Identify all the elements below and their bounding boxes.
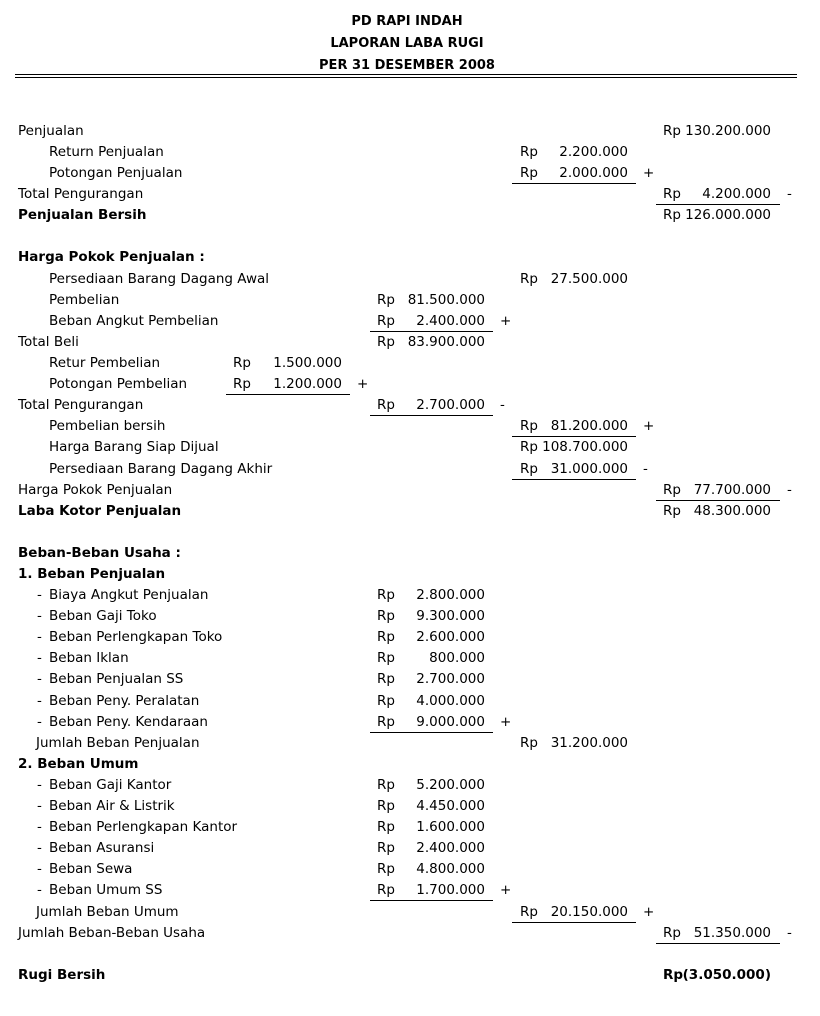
line-label: Jumlah Beban Umum bbox=[36, 904, 179, 920]
amount-col3: 31.000.000 bbox=[550, 461, 628, 477]
line-label: Biaya Angkut Penjualan bbox=[49, 587, 209, 603]
currency-label: Rp bbox=[663, 967, 684, 983]
line-label: Total Pengurangan bbox=[18, 186, 144, 202]
dash-marker: - bbox=[37, 587, 42, 603]
line-label: Beban Peny. Peralatan bbox=[49, 693, 200, 709]
operator-sign: - bbox=[643, 461, 648, 477]
amount-col2: 1.700.000 bbox=[416, 882, 485, 898]
amount-col2: 2.700.000 bbox=[416, 397, 485, 413]
amount-col4: (3.050.000) bbox=[682, 967, 771, 983]
currency-label: Rp bbox=[520, 439, 538, 455]
currency-label: Rp bbox=[663, 503, 681, 519]
currency-label: Rp bbox=[377, 693, 395, 709]
currency-label: Rp bbox=[233, 355, 251, 371]
currency-label: Rp bbox=[377, 292, 395, 308]
operator-sign: + bbox=[643, 418, 655, 434]
subtotal-underline bbox=[512, 436, 636, 437]
amount-col2: 2.400.000 bbox=[416, 840, 485, 856]
amount-col4: 77.700.000 bbox=[693, 482, 771, 498]
amount-col2: 800.000 bbox=[429, 650, 485, 666]
subtotal-underline bbox=[656, 943, 780, 944]
subtotal-underline bbox=[656, 204, 780, 205]
line-label: 2. Beban Umum bbox=[18, 756, 139, 772]
currency-label: Rp bbox=[663, 123, 681, 139]
currency-label: Rp bbox=[377, 798, 395, 814]
amount-col1: 1.200.000 bbox=[273, 376, 342, 392]
currency-label: Rp bbox=[520, 144, 538, 160]
currency-label: Rp bbox=[377, 334, 395, 350]
operator-sign: - bbox=[787, 925, 792, 941]
dash-marker: - bbox=[37, 693, 42, 709]
line-label: Total Beli bbox=[18, 334, 79, 350]
amount-col4: 48.300.000 bbox=[693, 503, 771, 519]
dash-marker: - bbox=[37, 882, 42, 898]
line-label: Penjualan Bersih bbox=[18, 207, 147, 223]
line-label: Beban Penjualan SS bbox=[49, 671, 184, 687]
dash-marker: - bbox=[37, 777, 42, 793]
line-label: Beban Umum SS bbox=[49, 882, 163, 898]
operator-sign: - bbox=[500, 397, 505, 413]
dash-marker: - bbox=[37, 608, 42, 624]
currency-label: Rp bbox=[377, 587, 395, 603]
subtotal-underline bbox=[370, 415, 493, 416]
header-rule-bottom bbox=[15, 77, 797, 78]
operator-sign: - bbox=[787, 186, 792, 202]
dash-marker: - bbox=[37, 650, 42, 666]
line-label: Total Pengurangan bbox=[18, 397, 144, 413]
dash-marker: - bbox=[37, 840, 42, 856]
currency-label: Rp bbox=[377, 819, 395, 835]
currency-label: Rp bbox=[520, 461, 538, 477]
operator-sign: + bbox=[500, 882, 512, 898]
line-label: Beban Peny. Kendaraan bbox=[49, 714, 208, 730]
dash-marker: - bbox=[37, 861, 42, 877]
line-label: Beban Iklan bbox=[49, 650, 129, 666]
operator-sign: + bbox=[357, 376, 369, 392]
line-label: Pembelian bersih bbox=[49, 418, 166, 434]
currency-label: Rp bbox=[663, 482, 681, 498]
line-label: Harga Barang Siap Dijual bbox=[49, 439, 219, 455]
line-label: Beban Gaji Toko bbox=[49, 608, 157, 624]
line-label: Retur Pembelian bbox=[49, 355, 161, 371]
amount-col4: 126.000.000 bbox=[685, 207, 771, 223]
line-label: Jumlah Beban Penjualan bbox=[36, 735, 200, 751]
currency-label: Rp bbox=[377, 671, 395, 687]
dash-marker: - bbox=[37, 671, 42, 687]
line-label: Beban Gaji Kantor bbox=[49, 777, 172, 793]
currency-label: Rp bbox=[520, 271, 538, 287]
amount-col3: 27.500.000 bbox=[550, 271, 628, 287]
line-label: Harga Pokok Penjualan bbox=[18, 482, 173, 498]
currency-label: Rp bbox=[233, 376, 251, 392]
amount-col2: 83.900.000 bbox=[407, 334, 485, 350]
line-label: Jumlah Beban-Beban Usaha bbox=[18, 925, 206, 941]
currency-label: Rp bbox=[520, 735, 538, 751]
amount-col2: 4.000.000 bbox=[416, 693, 485, 709]
line-label: Pembelian bbox=[49, 292, 120, 308]
report-period: PER 31 DESEMBER 2008 bbox=[319, 58, 495, 73]
line-label: Beban-Beban Usaha : bbox=[18, 545, 181, 561]
dash-marker: - bbox=[37, 714, 42, 730]
currency-label: Rp bbox=[377, 650, 395, 666]
line-label: Rugi Bersih bbox=[18, 967, 106, 983]
line-label: Beban Perlengkapan Toko bbox=[49, 629, 223, 645]
operator-sign: + bbox=[500, 313, 512, 329]
amount-col3: 31.200.000 bbox=[550, 735, 628, 751]
amount-col4: 4.200.000 bbox=[702, 186, 771, 202]
currency-label: Rp bbox=[377, 313, 395, 329]
currency-label: Rp bbox=[663, 186, 681, 202]
line-label: Potongan Penjualan bbox=[49, 165, 183, 181]
line-label: Beban Asuransi bbox=[49, 840, 155, 856]
currency-label: Rp bbox=[377, 882, 395, 898]
operator-sign: + bbox=[643, 904, 655, 920]
company-name: PD RAPI INDAH bbox=[351, 14, 463, 29]
line-label: Persediaan Barang Dagang Akhir bbox=[49, 461, 273, 477]
line-label: Beban Air & Listrik bbox=[49, 798, 175, 814]
line-label: 1. Beban Penjualan bbox=[18, 566, 166, 582]
currency-label: Rp bbox=[520, 165, 538, 181]
subtotal-underline bbox=[370, 331, 493, 332]
operator-sign: - bbox=[787, 482, 792, 498]
subtotal-underline bbox=[370, 900, 493, 901]
amount-col1: 1.500.000 bbox=[273, 355, 342, 371]
subtotal-underline bbox=[656, 500, 780, 501]
currency-label: Rp bbox=[377, 608, 395, 624]
currency-label: Rp bbox=[377, 861, 395, 877]
line-label: Beban Angkut Pembelian bbox=[49, 313, 219, 329]
amount-col2: 9.000.000 bbox=[416, 714, 485, 730]
currency-label: Rp bbox=[377, 777, 395, 793]
amount-col2: 4.800.000 bbox=[416, 861, 485, 877]
line-label: Beban Sewa bbox=[49, 861, 133, 877]
report-title: LAPORAN LABA RUGI bbox=[330, 36, 484, 51]
line-label: Beban Perlengkapan Kantor bbox=[49, 819, 238, 835]
amount-col3: 108.700.000 bbox=[542, 439, 628, 455]
amount-col3: 2.200.000 bbox=[559, 144, 628, 160]
amount-col3: 81.200.000 bbox=[550, 418, 628, 434]
subtotal-underline bbox=[512, 479, 636, 480]
amount-col3: 20.150.000 bbox=[550, 904, 628, 920]
line-label: Harga Pokok Penjualan : bbox=[18, 249, 205, 265]
currency-label: Rp bbox=[377, 397, 395, 413]
amount-col2: 9.300.000 bbox=[416, 608, 485, 624]
line-label: Persediaan Barang Dagang Awal bbox=[49, 271, 270, 287]
amount-col2: 5.200.000 bbox=[416, 777, 485, 793]
subtotal-underline bbox=[512, 922, 636, 923]
subtotal-underline bbox=[226, 394, 350, 395]
amount-col3: 2.000.000 bbox=[559, 165, 628, 181]
dash-marker: - bbox=[37, 798, 42, 814]
subtotal-underline bbox=[370, 732, 493, 733]
amount-col2: 2.800.000 bbox=[416, 587, 485, 603]
currency-label: Rp bbox=[377, 629, 395, 645]
dash-marker: - bbox=[37, 819, 42, 835]
header-rule-top bbox=[15, 74, 797, 75]
subtotal-underline bbox=[512, 183, 636, 184]
amount-col4: 51.350.000 bbox=[693, 925, 771, 941]
amount-col4: 130.200.000 bbox=[685, 123, 771, 139]
amount-col2: 2.600.000 bbox=[416, 629, 485, 645]
currency-label: Rp bbox=[663, 925, 681, 941]
line-label: Return Penjualan bbox=[49, 144, 164, 160]
currency-label: Rp bbox=[377, 714, 395, 730]
amount-col2: 81.500.000 bbox=[407, 292, 485, 308]
currency-label: Rp bbox=[520, 904, 538, 920]
line-label: Laba Kotor Penjualan bbox=[18, 503, 182, 519]
line-label: Penjualan bbox=[18, 123, 84, 139]
currency-label: Rp bbox=[520, 418, 538, 434]
currency-label: Rp bbox=[663, 207, 681, 223]
amount-col2: 2.700.000 bbox=[416, 671, 485, 687]
line-label: Potongan Pembelian bbox=[49, 376, 188, 392]
amount-col2: 2.400.000 bbox=[416, 313, 485, 329]
operator-sign: + bbox=[643, 165, 655, 181]
amount-col2: 4.450.000 bbox=[416, 798, 485, 814]
amount-col2: 1.600.000 bbox=[416, 819, 485, 835]
dash-marker: - bbox=[37, 629, 42, 645]
currency-label: Rp bbox=[377, 840, 395, 856]
operator-sign: + bbox=[500, 714, 512, 730]
